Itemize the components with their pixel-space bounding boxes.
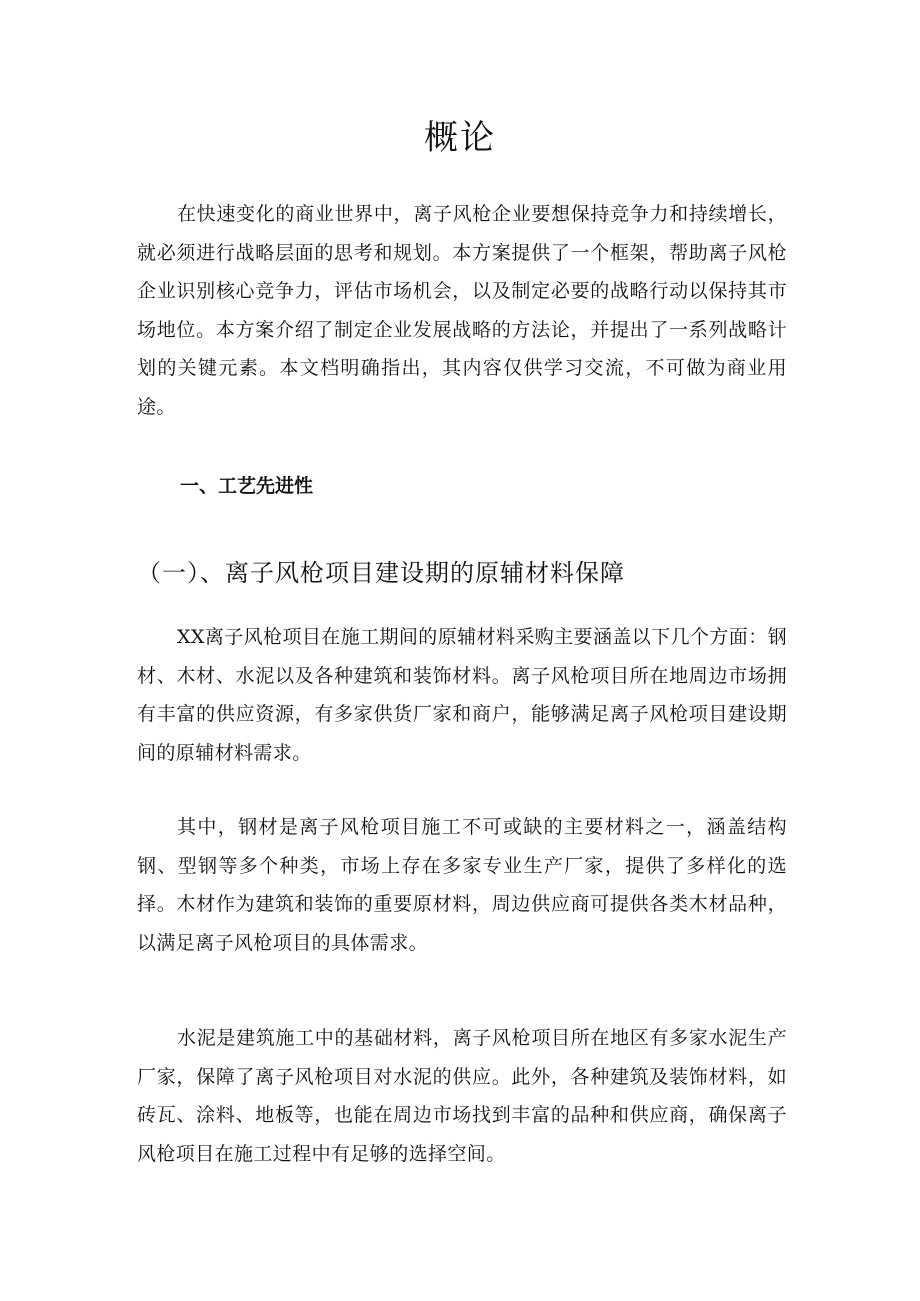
section-heading: 一、工艺先进性 bbox=[180, 475, 314, 497]
body-paragraph: 其中，钢材是离子风枪项目施工不可或缺的主要材料之一，涵盖结构钢、型钢等多个种类，市场上存在多家专业生产厂家，提供了多样化的选择。木材作为建筑和装饰的重要原材料，周边供应商可提供各类木材品种，以满足离子风枪项目的具体需求。 bbox=[137, 816, 787, 954]
subsection-heading: （一）、离子风枪项目建设期的原辅材料保障 bbox=[137, 559, 625, 587]
page-title: 概论 bbox=[424, 118, 496, 158]
intro-paragraph: 在快速变化的商业世界中，离子风枪企业要想保持竞争力和持续增长，就必须进行战略层面的思考和规划。本方案提供了一个框架，帮助离子风枪企业识别核心竞争力，评估市场机会，以及制定必要的战略行动以保持其市场地位。本方案介绍了制定企业发展战略的方法论，并提出了一系列战略计划的关键元素。本文档明确指出，其内容仅供学习交流，不可做为商业用途。 bbox=[137, 203, 787, 418]
body-paragraph: 水泥是建筑施工中的基础材料，离子风枪项目所在地区有多家水泥生产厂家，保障了离子风枪项目对水泥的供应。此外，各种建筑及装饰材料，如砖瓦、涂料、地板等，也能在周边市场找到丰富的品种和供应商，确保离子风枪项目在施工过程中有足够的选择空间。 bbox=[137, 1027, 787, 1165]
body-paragraph: XX离子风枪项目在施工期间的原辅材料采购主要涵盖以下几个方面：钢材、木材、水泥以及各种建筑和装饰材料。离子风枪项目所在地周边市场拥有丰富的供应资源，有多家供货厂家和商户，能够满足离子风枪项目建设期间的原辅材料需求。 bbox=[137, 626, 787, 764]
